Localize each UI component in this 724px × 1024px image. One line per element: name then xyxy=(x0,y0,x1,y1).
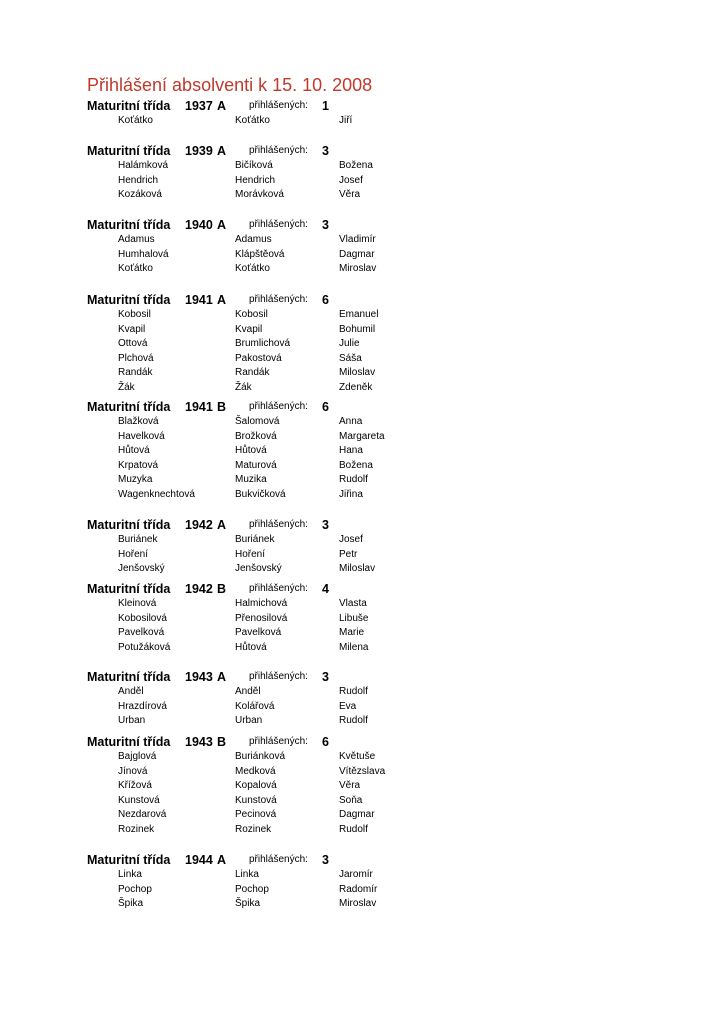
class-header xyxy=(87,517,487,533)
student-first-name: Miloslav xyxy=(339,367,376,379)
registered-count: 6 xyxy=(322,400,329,414)
student-maiden-name: Morávková xyxy=(235,189,284,201)
student-first-name: Josef xyxy=(339,174,363,186)
student-first-name: Božena xyxy=(339,160,373,171)
student-surname: Urban xyxy=(118,715,146,727)
class-year: 1941 xyxy=(185,400,213,414)
student-row xyxy=(118,430,438,444)
student-surname: Kozáková xyxy=(118,189,162,201)
student-maiden-name: Brumlichová xyxy=(235,338,291,350)
student-surname: Muzyka xyxy=(118,474,153,486)
student-maiden-name: Hůtová xyxy=(235,641,267,653)
student-first-name: Miroslav xyxy=(339,263,377,275)
registered-count: 3 xyxy=(322,518,329,532)
student-surname: Havelková xyxy=(118,430,165,442)
registered-count: 4 xyxy=(322,582,329,596)
student-row xyxy=(118,562,438,576)
student-surname: Bajglová xyxy=(118,751,157,762)
class-header xyxy=(87,669,487,685)
student-surname: Jenšovský xyxy=(118,563,165,575)
student-surname: Nezdarová xyxy=(118,809,167,821)
student-first-name: Jaromír xyxy=(339,869,373,880)
student-maiden-name: Adamus xyxy=(235,234,272,245)
class-header xyxy=(87,143,487,159)
student-maiden-name: Kobosil xyxy=(235,309,268,320)
student-maiden-name: Kopalová xyxy=(235,780,277,792)
student-row xyxy=(118,262,438,276)
student-maiden-name: Pochop xyxy=(235,883,269,895)
student-row xyxy=(118,700,438,714)
class-year: 1943 xyxy=(185,735,213,749)
student-first-name: Zdeněk xyxy=(339,382,373,393)
class-label: Maturitní třída xyxy=(87,582,171,596)
student-surname: Adamus xyxy=(118,234,155,245)
student-first-name: Věra xyxy=(339,189,361,201)
student-maiden-name: Medková xyxy=(235,765,276,777)
class-section: A xyxy=(217,218,227,232)
class-section: B xyxy=(217,735,227,749)
student-first-name: Josef xyxy=(339,534,363,545)
student-maiden-name: Koťátko xyxy=(235,263,270,275)
class-year: 1941 xyxy=(185,293,213,307)
student-row xyxy=(118,548,438,562)
student-first-name: Hana xyxy=(339,445,363,457)
class-section: A xyxy=(217,99,227,113)
student-surname: Halámková xyxy=(118,160,169,171)
student-surname: Koťátko xyxy=(118,115,153,126)
class-year: 1940 xyxy=(185,218,213,232)
class-label: Maturitní třída xyxy=(87,99,171,113)
student-first-name: Miroslav xyxy=(339,898,377,910)
student-row xyxy=(118,188,438,202)
student-first-name: Jiřina xyxy=(339,489,363,500)
student-first-name: Vladimír xyxy=(339,234,376,245)
student-surname: Pavelková xyxy=(118,627,165,639)
student-maiden-name: Randák xyxy=(235,367,270,379)
class-year: 1937 xyxy=(185,99,213,113)
class-label: Maturitní třída xyxy=(87,400,171,414)
registered-count: 3 xyxy=(322,853,329,867)
student-maiden-name: Urban xyxy=(235,715,263,727)
student-row xyxy=(118,488,438,502)
class-label: Maturitní třída xyxy=(87,518,171,532)
class-year: 1942 xyxy=(185,582,213,596)
class-year: 1942 xyxy=(185,518,213,532)
student-first-name: Věra xyxy=(339,780,361,792)
class-section: A xyxy=(217,293,227,307)
student-row xyxy=(118,779,438,793)
student-first-name: Květuše xyxy=(339,751,376,762)
student-first-name: Libuše xyxy=(339,612,369,624)
student-row xyxy=(118,248,438,262)
student-surname: Koťátko xyxy=(118,263,153,275)
student-first-name: Petr xyxy=(339,548,358,560)
student-surname: Plchová xyxy=(118,352,154,364)
student-first-name: Margareta xyxy=(339,430,385,442)
student-surname: Wagenknechtová xyxy=(118,489,195,500)
student-row xyxy=(118,897,438,911)
class-section: A xyxy=(217,853,227,867)
registered-count: 1 xyxy=(322,99,329,113)
count-label: přihlášených: xyxy=(249,671,308,682)
registered-count: 3 xyxy=(322,670,329,684)
student-surname: Randák xyxy=(118,367,153,379)
class-header xyxy=(87,217,487,233)
student-row xyxy=(118,308,438,322)
student-surname: Kobosil xyxy=(118,309,151,320)
student-row xyxy=(118,415,438,429)
student-maiden-name: Muzika xyxy=(235,474,267,486)
student-maiden-name: Bukvičková xyxy=(235,489,286,500)
student-first-name: Bohumil xyxy=(339,323,376,335)
student-row xyxy=(118,714,438,728)
student-surname: Krpatová xyxy=(118,459,159,471)
student-surname: Ottová xyxy=(118,338,148,350)
student-maiden-name: Koťátko xyxy=(235,115,270,126)
student-surname: Potužáková xyxy=(118,641,171,653)
student-row xyxy=(118,765,438,779)
count-label: přihlášených: xyxy=(249,401,308,412)
count-label: přihlášených: xyxy=(249,583,308,594)
student-row xyxy=(118,883,438,897)
class-header xyxy=(87,292,487,308)
student-maiden-name: Rozinek xyxy=(235,824,272,835)
student-maiden-name: Bičíková xyxy=(235,160,273,171)
count-label: přihlášených: xyxy=(249,219,308,230)
student-row xyxy=(118,641,438,655)
student-maiden-name: Klápštěová xyxy=(235,248,285,260)
student-first-name: Marie xyxy=(339,627,365,639)
student-row xyxy=(118,750,438,764)
student-row xyxy=(118,366,438,380)
student-row xyxy=(118,612,438,626)
count-label: přihlášených: xyxy=(249,100,308,111)
student-first-name: Sáša xyxy=(339,352,362,364)
class-label: Maturitní třída xyxy=(87,670,171,684)
student-first-name: Rudolf xyxy=(339,715,368,727)
student-maiden-name: Hoření xyxy=(235,548,266,560)
class-section: B xyxy=(217,400,227,414)
class-label: Maturitní třída xyxy=(87,293,171,307)
count-label: přihlášených: xyxy=(249,294,308,305)
class-section: A xyxy=(217,144,227,158)
student-maiden-name: Žák xyxy=(235,382,252,393)
count-label: přihlášených: xyxy=(249,145,308,156)
student-surname: Jínová xyxy=(118,765,148,777)
student-first-name: Rudolf xyxy=(339,824,368,835)
registered-count: 3 xyxy=(322,218,329,232)
student-maiden-name: Halmichová xyxy=(235,598,288,609)
student-maiden-name: Přenosilová xyxy=(235,612,288,624)
student-surname: Rozinek xyxy=(118,824,155,835)
student-row xyxy=(118,352,438,366)
student-first-name: Dagmar xyxy=(339,248,375,260)
student-surname: Kleinová xyxy=(118,598,157,609)
student-surname: Kobosilová xyxy=(118,612,167,624)
student-surname: Špika xyxy=(118,898,144,910)
registered-count: 3 xyxy=(322,144,329,158)
count-label: přihlášených: xyxy=(249,736,308,747)
registered-count: 6 xyxy=(322,735,329,749)
student-row xyxy=(118,808,438,822)
student-surname: Anděl xyxy=(118,686,144,697)
student-first-name: Miloslav xyxy=(339,563,376,575)
class-header xyxy=(87,852,487,868)
student-surname: Hendrich xyxy=(118,174,159,186)
student-surname: Hůtová xyxy=(118,445,150,457)
student-maiden-name: Pavelková xyxy=(235,627,282,639)
student-maiden-name: Pecinová xyxy=(235,809,277,821)
student-first-name: Eva xyxy=(339,700,357,712)
student-row xyxy=(118,114,438,128)
student-first-name: Anna xyxy=(339,416,363,427)
student-maiden-name: Brožková xyxy=(235,430,277,442)
class-label: Maturitní třída xyxy=(87,735,171,749)
student-maiden-name: Špika xyxy=(235,898,261,910)
student-row xyxy=(118,794,438,808)
student-row xyxy=(118,381,438,395)
student-maiden-name: Kvapil xyxy=(235,323,263,335)
student-surname: Pochop xyxy=(118,883,152,895)
class-header xyxy=(87,734,487,750)
count-label: přihlášených: xyxy=(249,854,308,865)
student-first-name: Rudolf xyxy=(339,474,368,486)
student-row xyxy=(118,597,438,611)
student-surname: Blažková xyxy=(118,416,159,427)
student-surname: Kvapil xyxy=(118,323,146,335)
student-maiden-name: Maturová xyxy=(235,459,277,471)
student-surname: Hoření xyxy=(118,548,149,560)
student-row xyxy=(118,823,438,837)
class-label: Maturitní třída xyxy=(87,853,171,867)
student-surname: Linka xyxy=(118,869,142,880)
class-year: 1939 xyxy=(185,144,213,158)
student-maiden-name: Linka xyxy=(235,869,259,880)
student-maiden-name: Anděl xyxy=(235,686,261,697)
student-row xyxy=(118,533,438,547)
student-maiden-name: Hůtová xyxy=(235,445,267,457)
student-first-name: Božena xyxy=(339,459,373,471)
student-surname: Buriánek xyxy=(118,534,158,545)
student-first-name: Vítězslava xyxy=(339,765,386,777)
student-first-name: Milena xyxy=(339,641,369,653)
student-first-name: Radomír xyxy=(339,883,378,895)
student-surname: Žák xyxy=(118,382,135,393)
student-row xyxy=(118,444,438,458)
class-header xyxy=(87,399,487,415)
student-first-name: Soňa xyxy=(339,794,363,806)
student-first-name: Emanuel xyxy=(339,309,379,320)
class-label: Maturitní třída xyxy=(87,218,171,232)
class-header xyxy=(87,581,487,597)
class-section: A xyxy=(217,518,227,532)
student-maiden-name: Kolářová xyxy=(235,700,275,712)
student-row xyxy=(118,685,438,699)
student-first-name: Jiří xyxy=(339,115,353,126)
student-row xyxy=(118,626,438,640)
student-maiden-name: Buriánek xyxy=(235,534,275,545)
student-row xyxy=(118,174,438,188)
student-maiden-name: Šalomová xyxy=(235,416,280,427)
class-year: 1943 xyxy=(185,670,213,684)
student-surname: Křížová xyxy=(118,780,152,792)
student-maiden-name: Kunstová xyxy=(235,794,277,806)
student-row xyxy=(118,868,438,882)
student-row xyxy=(118,233,438,247)
student-surname: Hrazdírová xyxy=(118,700,167,712)
student-row xyxy=(118,459,438,473)
student-first-name: Vlasta xyxy=(339,598,367,609)
student-surname: Kunstová xyxy=(118,794,160,806)
class-section: B xyxy=(217,582,227,596)
student-row xyxy=(118,323,438,337)
student-maiden-name: Jenšovský xyxy=(235,563,282,575)
student-surname: Humhalová xyxy=(118,248,169,260)
student-first-name: Rudolf xyxy=(339,686,368,697)
student-first-name: Julie xyxy=(339,338,360,350)
student-maiden-name: Hendrich xyxy=(235,174,276,186)
class-label: Maturitní třída xyxy=(87,144,171,158)
class-section: A xyxy=(217,670,227,684)
count-label: přihlášených: xyxy=(249,519,308,530)
class-header xyxy=(87,98,487,114)
registered-count: 6 xyxy=(322,293,329,307)
student-row xyxy=(118,159,438,173)
student-maiden-name: Pakostová xyxy=(235,352,282,364)
document-title: Přihlášení absolventi k 15. 10. 2008 xyxy=(87,75,373,95)
student-first-name: Dagmar xyxy=(339,809,375,821)
class-year: 1944 xyxy=(185,853,213,867)
student-row xyxy=(118,337,438,351)
student-maiden-name: Buriánková xyxy=(235,751,286,762)
student-row xyxy=(118,473,438,487)
